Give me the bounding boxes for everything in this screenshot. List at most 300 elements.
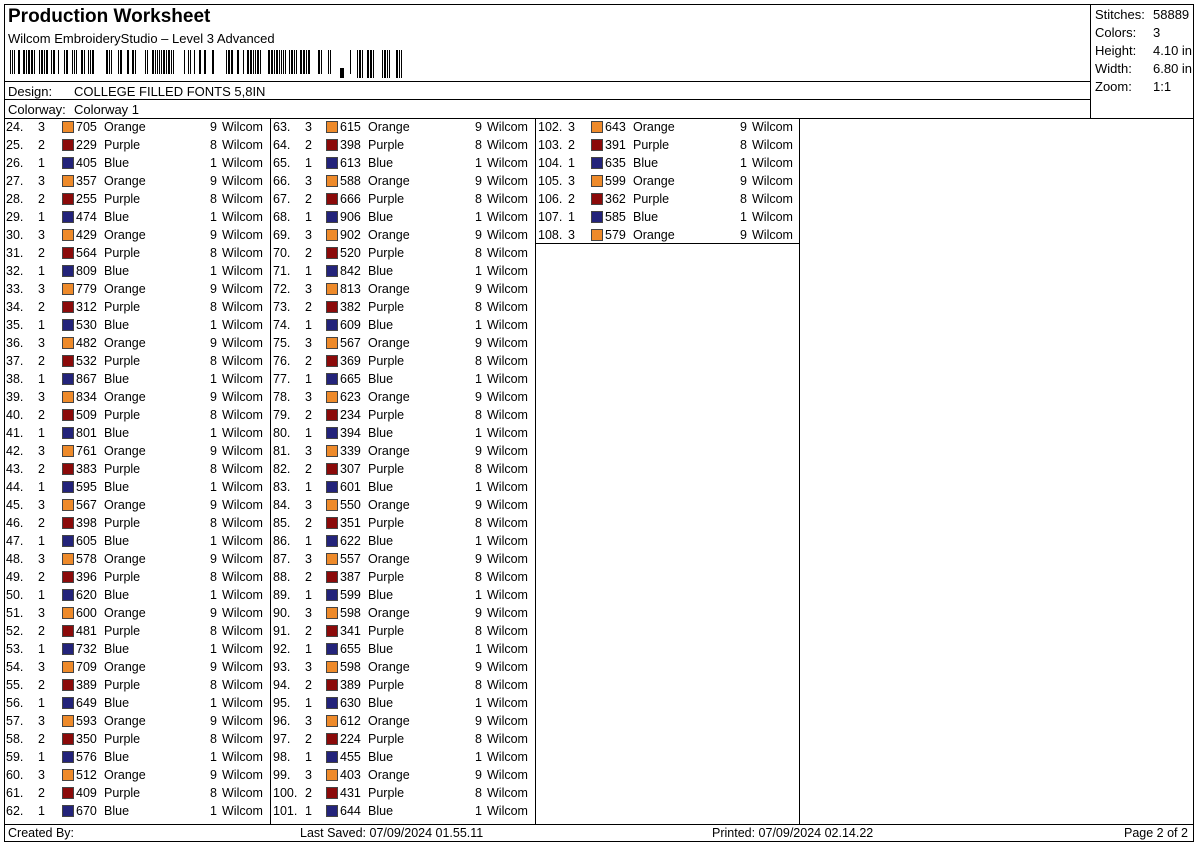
table-row bbox=[4, 371, 270, 389]
needle-number: 1 bbox=[210, 264, 217, 278]
color-index: 1 bbox=[305, 372, 312, 386]
color-name: Orange bbox=[633, 174, 675, 188]
thread-code: 615 bbox=[340, 120, 361, 134]
sequence-number: 61. bbox=[6, 786, 24, 800]
needle-number: 8 bbox=[475, 192, 482, 206]
color-index: 2 bbox=[305, 732, 312, 746]
needle-number: 8 bbox=[210, 192, 217, 206]
color-swatch bbox=[62, 643, 74, 655]
stat-value: 1:1 bbox=[1153, 79, 1172, 94]
color-swatch bbox=[326, 319, 338, 331]
color-swatch bbox=[326, 787, 338, 799]
color-index: 2 bbox=[38, 624, 45, 638]
thread-brand: Wilcom bbox=[487, 174, 528, 188]
color-name: Orange bbox=[104, 174, 146, 188]
color-swatch bbox=[326, 643, 338, 655]
thread-brand: Wilcom bbox=[222, 192, 263, 206]
color-name: Orange bbox=[104, 228, 146, 242]
sequence-number: 33. bbox=[6, 282, 24, 296]
color-index: 3 bbox=[305, 444, 312, 458]
needle-number: 8 bbox=[210, 786, 217, 800]
thread-brand: Wilcom bbox=[487, 408, 528, 422]
thread-brand: Wilcom bbox=[487, 714, 528, 728]
color-name: Purple bbox=[104, 732, 141, 746]
thread-brand: Wilcom bbox=[752, 210, 793, 224]
sequence-number: 53. bbox=[6, 642, 24, 656]
color-swatch bbox=[62, 787, 74, 799]
color-index: 1 bbox=[38, 588, 45, 602]
needle-number: 1 bbox=[740, 156, 747, 170]
needle-number: 1 bbox=[475, 156, 482, 170]
color-name: Purple bbox=[368, 732, 405, 746]
design-value: COLLEGE FILLED FONTS 5,8IN bbox=[74, 84, 266, 99]
color-name: Blue bbox=[368, 642, 394, 656]
sequence-number: 95. bbox=[273, 696, 291, 710]
color-index: 2 bbox=[305, 300, 312, 314]
color-name: Purple bbox=[633, 138, 670, 152]
color-index: 3 bbox=[38, 660, 45, 674]
color-name: Purple bbox=[104, 516, 141, 530]
thread-code: 666 bbox=[340, 192, 361, 206]
needle-number: 1 bbox=[210, 804, 217, 818]
needle-number: 8 bbox=[210, 300, 217, 314]
thread-code: 520 bbox=[340, 246, 361, 260]
color-swatch bbox=[326, 481, 338, 493]
color-name: Blue bbox=[368, 318, 394, 332]
needle-number: 1 bbox=[210, 480, 217, 494]
sequence-number: 35. bbox=[6, 318, 24, 332]
table-row bbox=[4, 731, 270, 749]
table-row bbox=[4, 479, 270, 497]
color-swatch bbox=[326, 607, 338, 619]
table-row bbox=[4, 191, 270, 209]
color-index: 2 bbox=[38, 192, 45, 206]
sequence-number: 54. bbox=[6, 660, 24, 674]
thread-brand: Wilcom bbox=[487, 192, 528, 206]
thread-brand: Wilcom bbox=[487, 660, 528, 674]
thread-brand: Wilcom bbox=[222, 138, 263, 152]
sequence-number: 46. bbox=[6, 516, 24, 530]
needle-number: 9 bbox=[210, 714, 217, 728]
color-name: Purple bbox=[368, 354, 405, 368]
thread-brand: Wilcom bbox=[487, 156, 528, 170]
sequence-number: 74. bbox=[273, 318, 291, 332]
thread-brand: Wilcom bbox=[222, 804, 263, 818]
color-index: 1 bbox=[38, 534, 45, 548]
thread-code: 670 bbox=[76, 804, 97, 818]
thread-brand: Wilcom bbox=[222, 750, 263, 764]
table-row bbox=[271, 245, 534, 263]
color-name: Blue bbox=[368, 588, 394, 602]
sequence-number: 72. bbox=[273, 282, 291, 296]
color-swatch bbox=[326, 517, 338, 529]
thread-code: 389 bbox=[76, 678, 97, 692]
color-index: 1 bbox=[305, 480, 312, 494]
table-row bbox=[271, 713, 534, 731]
thread-brand: Wilcom bbox=[487, 516, 528, 530]
table-row bbox=[4, 461, 270, 479]
thread-code: 387 bbox=[340, 570, 361, 584]
table-row bbox=[4, 551, 270, 569]
sequence-number: 84. bbox=[273, 498, 291, 512]
thread-code: 709 bbox=[76, 660, 97, 674]
table-row bbox=[271, 551, 534, 569]
color-swatch bbox=[591, 175, 603, 187]
color-swatch bbox=[62, 427, 74, 439]
table-row bbox=[271, 515, 534, 533]
thread-brand: Wilcom bbox=[222, 732, 263, 746]
table-row bbox=[271, 695, 534, 713]
sequence-number: 55. bbox=[6, 678, 24, 692]
color-swatch bbox=[62, 175, 74, 187]
color-swatch bbox=[326, 499, 338, 511]
thread-code: 732 bbox=[76, 642, 97, 656]
color-index: 1 bbox=[305, 534, 312, 548]
sequence-number: 24. bbox=[6, 120, 24, 134]
color-swatch bbox=[326, 715, 338, 727]
sequence-number: 65. bbox=[273, 156, 291, 170]
color-swatch bbox=[62, 679, 74, 691]
color-name: Purple bbox=[368, 624, 405, 638]
needle-number: 1 bbox=[475, 210, 482, 224]
table-row bbox=[4, 587, 270, 605]
color-index: 3 bbox=[305, 120, 312, 134]
color-index: 1 bbox=[568, 210, 575, 224]
thread-brand: Wilcom bbox=[487, 426, 528, 440]
thread-code: 809 bbox=[76, 264, 97, 278]
needle-number: 9 bbox=[210, 390, 217, 404]
thread-brand: Wilcom bbox=[487, 372, 528, 386]
color-name: Orange bbox=[368, 228, 410, 242]
color-name: Blue bbox=[368, 210, 394, 224]
color-name: Orange bbox=[368, 768, 410, 782]
color-index: 1 bbox=[38, 264, 45, 278]
thread-brand: Wilcom bbox=[487, 534, 528, 548]
sequence-number: 100. bbox=[273, 786, 298, 800]
color-name: Orange bbox=[368, 336, 410, 350]
table-row bbox=[271, 353, 534, 371]
stat-label: Height: bbox=[1095, 43, 1137, 58]
color-name: Purple bbox=[104, 192, 141, 206]
color-index: 2 bbox=[305, 786, 312, 800]
table-row bbox=[4, 497, 270, 515]
needle-number: 8 bbox=[210, 732, 217, 746]
color-name: Orange bbox=[104, 336, 146, 350]
stat-width bbox=[1095, 61, 1195, 79]
color-swatch bbox=[62, 157, 74, 169]
thread-brand: Wilcom bbox=[487, 462, 528, 476]
sequence-number: 41. bbox=[6, 426, 24, 440]
page-title: Production Worksheet bbox=[8, 6, 211, 27]
color-name: Blue bbox=[633, 156, 659, 170]
color-index: 2 bbox=[38, 570, 45, 584]
color-swatch bbox=[62, 589, 74, 601]
table-row bbox=[271, 443, 534, 461]
thread-code: 655 bbox=[340, 642, 361, 656]
color-name: Blue bbox=[368, 480, 394, 494]
table-row bbox=[271, 173, 534, 191]
thread-code: 635 bbox=[605, 156, 626, 170]
table-row bbox=[4, 227, 270, 245]
color-name: Orange bbox=[104, 606, 146, 620]
table-row bbox=[536, 155, 799, 173]
color-name: Blue bbox=[368, 426, 394, 440]
sequence-number: 79. bbox=[273, 408, 291, 422]
color-index: 3 bbox=[305, 282, 312, 296]
color-name: Purple bbox=[104, 246, 141, 260]
color-index: 3 bbox=[305, 174, 312, 188]
sequence-number: 86. bbox=[273, 534, 291, 548]
sequence-number: 105. bbox=[538, 174, 563, 188]
thread-code: 394 bbox=[340, 426, 361, 440]
stat-value: 6.80 in bbox=[1153, 61, 1193, 76]
sequence-number: 59. bbox=[6, 750, 24, 764]
color-swatch bbox=[326, 139, 338, 151]
color-index: 3 bbox=[568, 120, 575, 134]
thread-brand: Wilcom bbox=[222, 480, 263, 494]
needle-number: 1 bbox=[475, 480, 482, 494]
sequence-number: 64. bbox=[273, 138, 291, 152]
needle-number: 1 bbox=[475, 642, 482, 656]
color-swatch bbox=[62, 517, 74, 529]
table-row bbox=[271, 335, 534, 353]
color-index: 1 bbox=[38, 750, 45, 764]
sequence-number: 106. bbox=[538, 192, 563, 206]
thread-brand: Wilcom bbox=[222, 264, 263, 278]
color-name: Orange bbox=[368, 714, 410, 728]
sequence-number: 28. bbox=[6, 192, 24, 206]
color-swatch bbox=[326, 247, 338, 259]
color-swatch bbox=[62, 445, 74, 457]
thread-code: 532 bbox=[76, 354, 97, 368]
stat-label: Zoom: bbox=[1095, 79, 1132, 94]
table-row bbox=[536, 137, 799, 155]
needle-number: 9 bbox=[740, 120, 747, 134]
needle-number: 9 bbox=[210, 336, 217, 350]
needle-number: 1 bbox=[210, 534, 217, 548]
color-swatch bbox=[62, 211, 74, 223]
needle-number: 9 bbox=[210, 282, 217, 296]
thread-brand: Wilcom bbox=[487, 390, 528, 404]
table-row bbox=[4, 389, 270, 407]
thread-brand: Wilcom bbox=[487, 642, 528, 656]
color-swatch bbox=[326, 373, 338, 385]
thread-code: 350 bbox=[76, 732, 97, 746]
color-swatch bbox=[62, 391, 74, 403]
thread-brand: Wilcom bbox=[222, 444, 263, 458]
color-index: 2 bbox=[568, 138, 575, 152]
color-index: 2 bbox=[305, 246, 312, 260]
needle-number: 9 bbox=[210, 228, 217, 242]
color-name: Orange bbox=[104, 498, 146, 512]
color-swatch bbox=[62, 553, 74, 565]
table-row bbox=[4, 281, 270, 299]
color-index: 1 bbox=[38, 642, 45, 656]
thread-code: 834 bbox=[76, 390, 97, 404]
thread-code: 339 bbox=[340, 444, 361, 458]
sequence-number: 82. bbox=[273, 462, 291, 476]
thread-code: 761 bbox=[76, 444, 97, 458]
thread-code: 593 bbox=[76, 714, 97, 728]
color-swatch bbox=[326, 157, 338, 169]
thread-code: 598 bbox=[340, 606, 361, 620]
color-index: 2 bbox=[38, 462, 45, 476]
table-row bbox=[4, 425, 270, 443]
thread-code: 341 bbox=[340, 624, 361, 638]
sequence-number: 44. bbox=[6, 480, 24, 494]
sequence-number: 29. bbox=[6, 210, 24, 224]
color-index: 1 bbox=[38, 480, 45, 494]
needle-number: 1 bbox=[475, 318, 482, 332]
color-swatch bbox=[62, 121, 74, 133]
table-row bbox=[4, 569, 270, 587]
table-row bbox=[4, 245, 270, 263]
thread-brand: Wilcom bbox=[222, 786, 263, 800]
color-name: Purple bbox=[368, 516, 405, 530]
needle-number: 1 bbox=[475, 588, 482, 602]
color-swatch bbox=[62, 247, 74, 259]
needle-number: 9 bbox=[740, 228, 747, 242]
needle-number: 9 bbox=[475, 552, 482, 566]
color-name: Orange bbox=[368, 552, 410, 566]
thread-brand: Wilcom bbox=[222, 120, 263, 134]
color-index: 1 bbox=[305, 426, 312, 440]
stat-label: Stitches: bbox=[1095, 7, 1145, 22]
color-name: Blue bbox=[368, 750, 394, 764]
stat-value: 58889 bbox=[1153, 7, 1190, 22]
color-swatch bbox=[326, 283, 338, 295]
thread-brand: Wilcom bbox=[487, 696, 528, 710]
table-row bbox=[4, 353, 270, 371]
color-index: 2 bbox=[38, 516, 45, 530]
table-row bbox=[271, 371, 534, 389]
thread-brand: Wilcom bbox=[487, 624, 528, 638]
sequence-number: 89. bbox=[273, 588, 291, 602]
color-name: Purple bbox=[368, 192, 405, 206]
needle-number: 8 bbox=[210, 354, 217, 368]
thread-brand: Wilcom bbox=[487, 354, 528, 368]
color-swatch bbox=[326, 535, 338, 547]
table-row bbox=[536, 119, 799, 137]
thread-code: 779 bbox=[76, 282, 97, 296]
thread-code: 431 bbox=[340, 786, 361, 800]
color-index: 2 bbox=[305, 570, 312, 584]
sequence-number: 77. bbox=[273, 372, 291, 386]
thread-code: 224 bbox=[340, 732, 361, 746]
color-name: Purple bbox=[104, 786, 141, 800]
thread-code: 622 bbox=[340, 534, 361, 548]
table-row bbox=[271, 461, 534, 479]
stat-value: 4.10 in bbox=[1153, 43, 1193, 58]
color-name: Orange bbox=[633, 120, 675, 134]
color-swatch bbox=[326, 589, 338, 601]
color-index: 3 bbox=[305, 552, 312, 566]
table-row bbox=[4, 803, 270, 821]
thread-brand: Wilcom bbox=[222, 642, 263, 656]
thread-brand: Wilcom bbox=[487, 678, 528, 692]
needle-number: 1 bbox=[210, 696, 217, 710]
table-row bbox=[271, 497, 534, 515]
thread-brand: Wilcom bbox=[487, 498, 528, 512]
color-swatch bbox=[62, 535, 74, 547]
sequence-number: 97. bbox=[273, 732, 291, 746]
color-name: Orange bbox=[633, 228, 675, 242]
color-name: Blue bbox=[104, 588, 130, 602]
color-swatch bbox=[62, 193, 74, 205]
sequence-number: 40. bbox=[6, 408, 24, 422]
color-swatch bbox=[326, 463, 338, 475]
needle-number: 8 bbox=[475, 246, 482, 260]
color-swatch bbox=[62, 697, 74, 709]
table-row bbox=[271, 659, 534, 677]
sequence-number: 71. bbox=[273, 264, 291, 278]
color-name: Orange bbox=[368, 444, 410, 458]
sequence-number: 42. bbox=[6, 444, 24, 458]
color-index: 2 bbox=[38, 300, 45, 314]
table-row bbox=[536, 191, 799, 209]
thread-code: 630 bbox=[340, 696, 361, 710]
thread-brand: Wilcom bbox=[487, 552, 528, 566]
needle-number: 1 bbox=[475, 426, 482, 440]
thread-brand: Wilcom bbox=[487, 264, 528, 278]
needle-number: 1 bbox=[210, 588, 217, 602]
color-name: Purple bbox=[104, 408, 141, 422]
needle-number: 9 bbox=[740, 174, 747, 188]
color-swatch bbox=[326, 697, 338, 709]
thread-brand: Wilcom bbox=[222, 246, 263, 260]
thread-code: 599 bbox=[340, 588, 361, 602]
sequence-number: 31. bbox=[6, 246, 24, 260]
color-index: 3 bbox=[305, 336, 312, 350]
colorway-value: Colorway 1 bbox=[74, 102, 140, 117]
sequence-number: 87. bbox=[273, 552, 291, 566]
sequence-number: 34. bbox=[6, 300, 24, 314]
sequence-number: 93. bbox=[273, 660, 291, 674]
color-index: 3 bbox=[38, 498, 45, 512]
needle-number: 9 bbox=[210, 120, 217, 134]
color-index: 2 bbox=[38, 678, 45, 692]
sequence-number: 63. bbox=[273, 120, 291, 134]
thread-code: 550 bbox=[340, 498, 361, 512]
color-name: Blue bbox=[104, 426, 130, 440]
thread-code: 609 bbox=[340, 318, 361, 332]
color-index: 3 bbox=[568, 228, 575, 242]
color-swatch bbox=[62, 229, 74, 241]
thread-code: 813 bbox=[340, 282, 361, 296]
needle-number: 8 bbox=[475, 300, 482, 314]
color-name: Blue bbox=[104, 210, 130, 224]
thread-brand: Wilcom bbox=[222, 300, 263, 314]
color-name: Purple bbox=[104, 678, 141, 692]
page-number: Page 2 of 2 bbox=[1124, 826, 1188, 840]
thread-code: 620 bbox=[76, 588, 97, 602]
needle-number: 1 bbox=[210, 156, 217, 170]
thread-brand: Wilcom bbox=[222, 534, 263, 548]
thread-brand: Wilcom bbox=[752, 192, 793, 206]
thread-code: 405 bbox=[76, 156, 97, 170]
header-divider bbox=[4, 81, 1090, 82]
created-by: Created By: bbox=[8, 826, 75, 840]
color-swatch bbox=[591, 211, 603, 223]
needle-number: 9 bbox=[475, 228, 482, 242]
color-name: Purple bbox=[368, 570, 405, 584]
color-name: Purple bbox=[104, 138, 141, 152]
thread-code: 567 bbox=[340, 336, 361, 350]
table-row bbox=[271, 569, 534, 587]
color-index: 3 bbox=[305, 228, 312, 242]
thread-code: 623 bbox=[340, 390, 361, 404]
color-swatch bbox=[326, 805, 338, 817]
